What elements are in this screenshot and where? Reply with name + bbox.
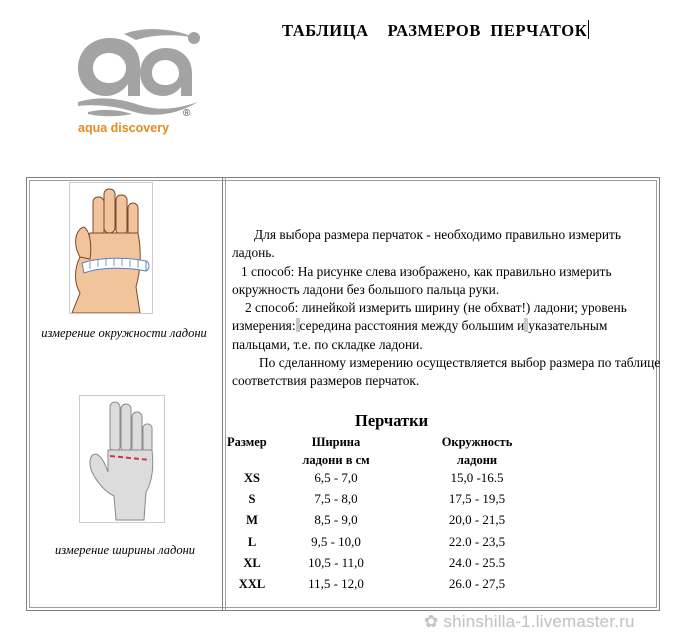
circumference-cell: 24.0 - 25.5 — [448, 554, 506, 570]
caption-circumference: измерение окружности ладони — [41, 326, 207, 340]
width-cell: 9,5 - 10,0 — [311, 533, 361, 549]
header-width-line1: Ширина — [311, 435, 361, 449]
method-2-text-d: указательным пальцами, т.е. по складке ладони. — [232, 318, 608, 352]
hand-width-icon — [80, 396, 164, 522]
watermark: ✿ shinshilla-1.livemaster.ru — [424, 612, 635, 631]
hand-width-illustration — [79, 395, 165, 523]
size-cell: XXL — [238, 577, 266, 591]
hand-measuring-tape-icon — [70, 183, 152, 313]
logo-text: aqua discovery — [78, 121, 170, 135]
width-cell: 11,5 - 12,0 — [308, 576, 364, 591]
size-cell: XS — [244, 471, 260, 485]
circumference-cell: 15,0 -16.5 — [450, 470, 504, 485]
aqua-discovery-logo — [74, 26, 204, 136]
size-cell: S — [248, 492, 256, 507]
text-cursor — [588, 20, 589, 39]
header-size: Размер — [227, 435, 267, 449]
header-circumference-line1: Окружность — [441, 435, 513, 449]
width-cell: 8,5 - 9,0 — [314, 512, 358, 528]
method-2-text-a: 2 способ: линейкой измерить ширину (не обхват!) ладони; уровень измерения: — [232, 300, 627, 334]
registered-mark: ® — [183, 108, 191, 119]
closing-paragraph: По сделанному измерению осуществляется выбор размера по таблице соответствия размеров перчаток. — [232, 355, 661, 389]
size-cell: XL — [243, 555, 261, 570]
circumference-cell: 20,0 - 21,5 — [448, 512, 506, 528]
method-2-text-c: и — [517, 318, 525, 334]
sizes-table-title: Перчатки — [355, 411, 429, 430]
watermark-text: shinshilla-1.livemaster.ru — [443, 612, 635, 631]
method-2-text-b: середина расстояния между большим — [299, 318, 514, 334]
document-title-text: ТАБЛИЦА РАЗМЕРОВ ПЕРЧАТОК — [282, 21, 588, 40]
method-2-paragraph — [232, 299, 662, 354]
document-title — [282, 20, 589, 41]
circumference-cell: 22.0 - 23,5 — [448, 533, 506, 549]
header-width-line2: ладони в см — [302, 453, 370, 467]
instructions-text — [232, 226, 662, 391]
method-1-paragraph: 1 способ: На рисунке слева изображено, как правильно измерить окружность ладони без большого пальца руки. — [232, 263, 612, 297]
logo-graphic-icon — [74, 26, 204, 121]
circumference-cell: 17,5 - 19,5 — [448, 491, 506, 507]
width-cell: 7,5 - 8,0 — [314, 491, 358, 507]
size-cell: M — [246, 513, 258, 528]
width-cell: 6,5 - 7,0 — [314, 470, 358, 485]
hand-circumference-illustration — [69, 182, 153, 314]
circumference-cell: 26.0 - 27,5 — [448, 576, 506, 591]
width-cell: 10,5 - 11,0 — [308, 554, 364, 570]
intro-paragraph: Для выбора размера перчаток - необходимо правильно измерить ладонь. — [232, 227, 622, 261]
size-cell: L — [247, 534, 257, 549]
header-circumference-line2: ладони — [456, 453, 498, 467]
caption-width: измерение ширины ладони — [54, 543, 196, 557]
